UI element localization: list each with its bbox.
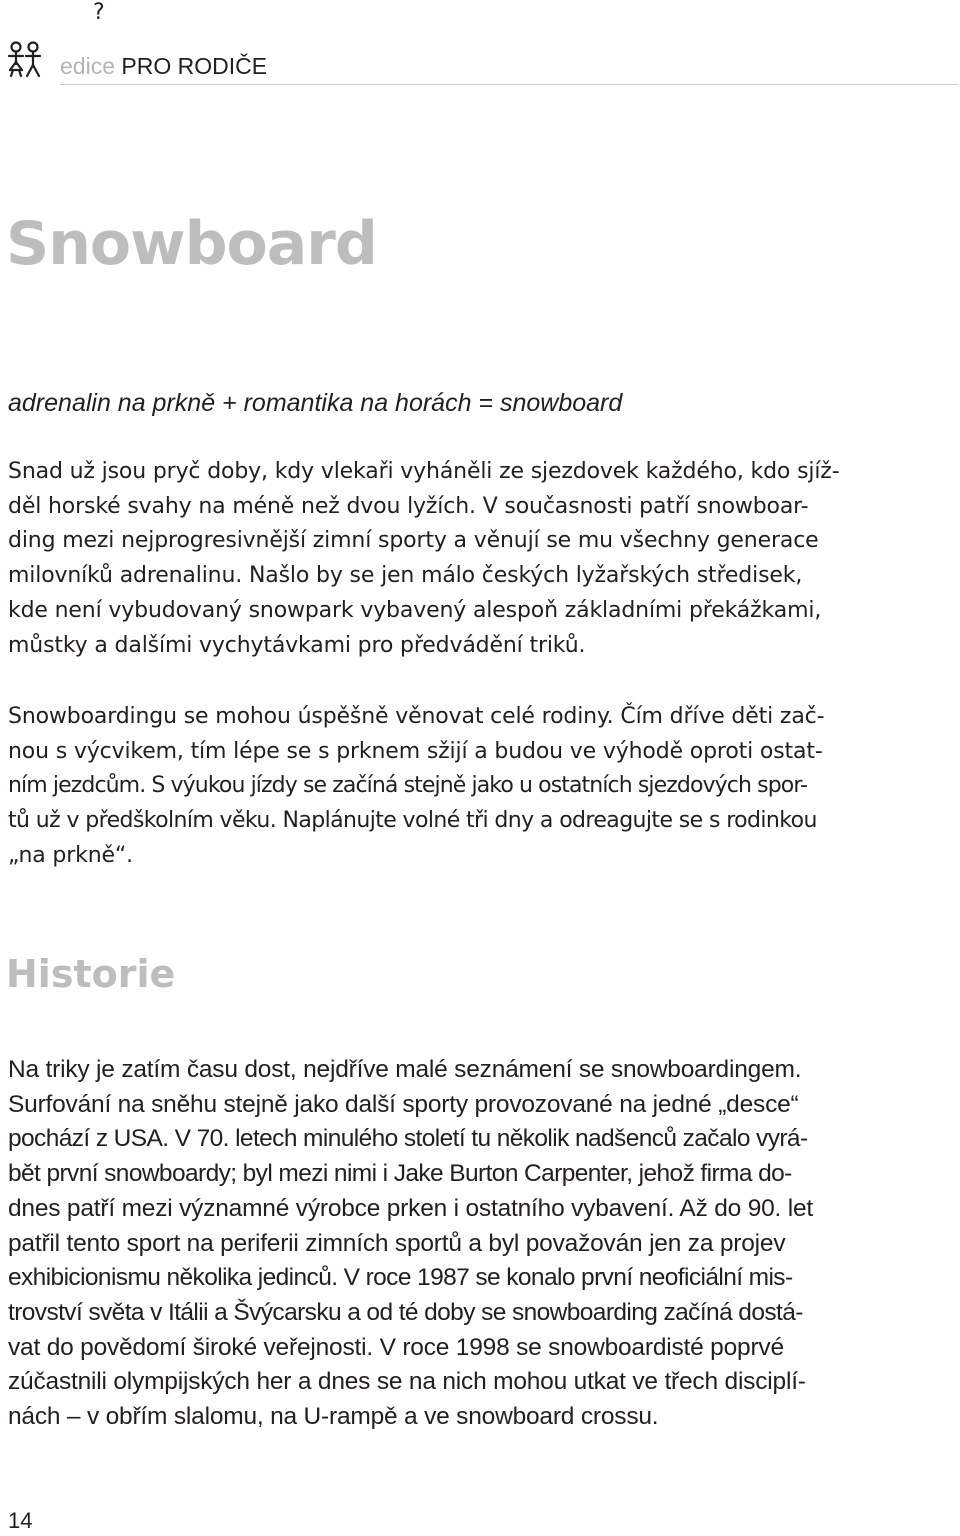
paragraph-line: „na prkně“.	[8, 842, 134, 868]
paragraph-line: tů už v předškolním věku. Naplánujte volné tři dny a odreagujte se s rodinkou	[8, 808, 817, 834]
question-mark: ?	[93, 0, 105, 25]
page-number: 14	[8, 1508, 33, 1533]
paragraph-line: kde není vybudovaný snowpark vybavený alespoň základními překážkami,	[8, 597, 822, 623]
family-paragraph	[8, 700, 920, 874]
paragraph-line: vat do povědomí široké veřejnosti. V roce 1998 se snowboardisté poprvé	[8, 1333, 784, 1361]
intro-paragraph	[8, 455, 920, 663]
paragraph-line: dnes patří mezi významné výrobce prken i ostatního vybavení. Až do 90. let	[8, 1194, 814, 1222]
header-divider	[60, 84, 958, 85]
paragraph-line: ním jezdcům. S výukou jízdy se začíná stejně jako u ostatních sjezdových spor-	[8, 773, 808, 799]
paragraph-line: patřil tento sport na periferii zimních sportů a byl považován jen za projev	[8, 1229, 786, 1257]
section-heading: Historie	[6, 952, 176, 996]
paragraph-line: Na triky je zatím času dost, nejdříve malé seznámení se snowboardingem.	[8, 1056, 802, 1083]
paragraph-line: můstky a dalšími vychytávkami pro předvádění triků.	[8, 632, 586, 658]
paragraph-line: nou s výcvikem, tím lépe se s prknem sžijí a budou ve výhodě oproti ostat-	[8, 738, 823, 764]
subtitle: adrenalin na prkně + romantika na horách = snowboard	[8, 389, 623, 417]
series-name: PRO RODIČE	[121, 53, 268, 79]
history-paragraph	[8, 1053, 920, 1435]
paragraph-line: ding mezi nejprogresivnější zimní sporty a věnují se mu všechny generace	[8, 528, 819, 554]
children-figures-icon	[6, 40, 44, 78]
paragraph-line: milovníků adrenalinu. Našlo by se jen málo českých lyžařských středisek,	[8, 563, 803, 589]
series-prefix: edice	[60, 53, 115, 79]
paragraph-line: bět první snowboardy; byl mezi nimi i Jake Burton Carpenter, jehož firma do-	[8, 1160, 792, 1188]
paragraph-line: Snad už jsou pryč doby, kdy vlekaři vyháněli ze sjezdovek každého, kdo sjíž-	[8, 459, 840, 484]
paragraph-line: Snowboardingu se mohou úspěšně věnovat celé rodiny. Čím dříve děti zač-	[8, 704, 825, 729]
paragraph-line: exhibicionismu několika jedinců. V roce 1987 se konalo první neoficiální mis-	[8, 1264, 793, 1292]
paragraph-line: pochází z USA. V 70. letech minulého století tu několik nadšenců začalo vyrá-	[8, 1125, 808, 1153]
series-label	[60, 50, 267, 82]
page-title: Snowboard	[6, 209, 377, 279]
paragraph-line: nách – v obřím slalomu, na U-rampě a ve snowboard crossu.	[8, 1403, 659, 1431]
paragraph-line: trovství světa v Itálii a Švýcarsku a od té doby se snowboarding začíná dostá-	[8, 1298, 803, 1326]
paragraph-line: děl horské svahy na méně než dvou lyžích. V současnosti patří snowboar-	[8, 493, 809, 519]
paragraph-line: Surfování na sněhu stejně jako další sporty provozované na jedné „desce“	[8, 1090, 799, 1118]
paragraph-line: zúčastnili olympijských her a dnes se na nich mohou utkat ve třech disciplí-	[8, 1368, 806, 1396]
